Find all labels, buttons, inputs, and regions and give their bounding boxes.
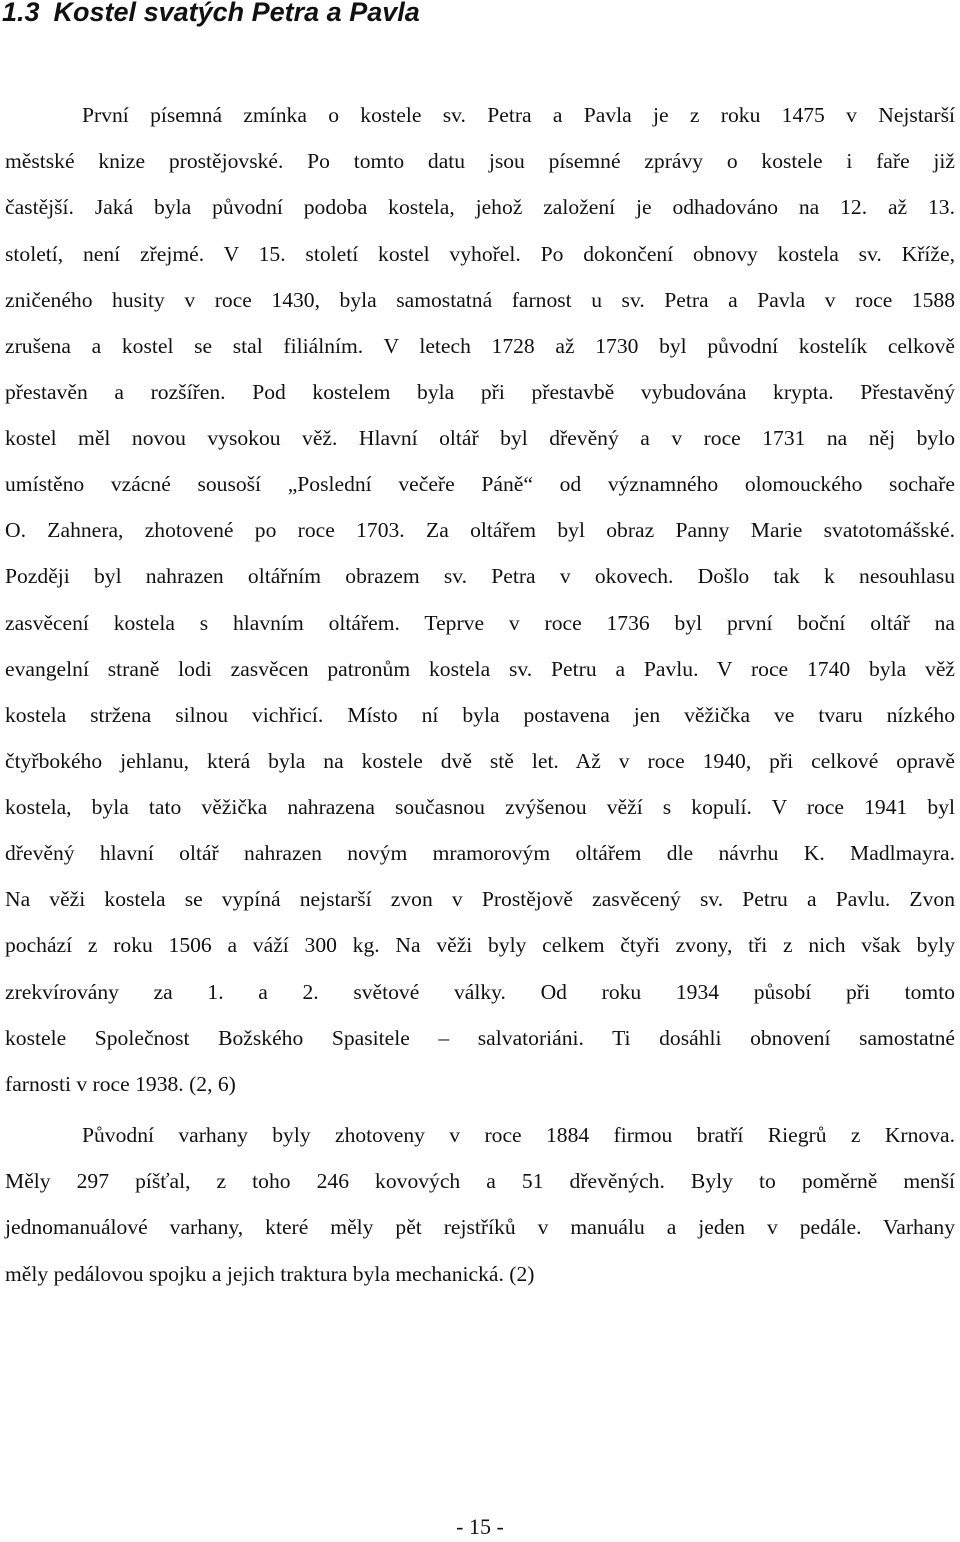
section-number: 1.3 (2, 0, 40, 27)
text-line: čtyřbokého jehlanu, která byla na kostele dvě stě let. Až v roce 1940, při celkové opravě (5, 749, 955, 773)
text-line: Na věži kostela se vypíná nejstarší zvon v Prostějově zasvěcený sv. Petru a Pavlu. Zvon (5, 887, 955, 911)
text-line: měly pedálovou spojku a jejich traktura byla mechanická. (2) (5, 1262, 535, 1286)
text-line: kostele Společnost Božského Spasitele – salvatoriáni. Ti dosáhli obnovení samostatné (5, 1026, 955, 1050)
section-title: Kostel svatých Petra a Pavla (53, 0, 420, 27)
section-heading (2, 0, 420, 32)
text-line: přestavěn a rozšířen. Pod kostelem byla při přestavbě vybudována krypta. Přestavěný (5, 380, 955, 404)
text-line: zrekvírovány za 1. a 2. světové války. Od roku 1934 působí při tomto (5, 980, 955, 1004)
text-line: První písemná zmínka o kostele sv. Petra a Pavla je z roku 1475 v Nejstarší (82, 103, 955, 127)
text-line: Původní varhany byly zhotoveny v roce 1884 firmou bratří Riegrů z Krnova. (82, 1123, 955, 1147)
text-line: dřevěný hlavní oltář nahrazen novým mramorovým oltářem dle návrhu K. Madlmayra. (5, 841, 955, 865)
text-line: O. Zahnera, zhotovené po roce 1703. Za oltářem byl obraz Panny Marie svatotomášské. (5, 518, 955, 542)
text-line: kostel měl novou vysokou věž. Hlavní oltář byl dřevěný a v roce 1731 na něj bylo (5, 426, 955, 450)
page-number: - 15 - (456, 1514, 504, 1539)
text-line: kostela, byla tato věžička nahrazena současnou zvýšenou věží s kopulí. V roce 1941 byl (5, 795, 955, 819)
text-line: umístěno vzácné sousoší „Poslední večeře Páně“ od významného olomouckého sochaře (5, 472, 955, 496)
text-line: jednomanuálové varhany, které měly pět rejstříků v manuálu a jeden v pedále. Varhany (5, 1215, 955, 1239)
text-line: evangelní straně lodi zasvěcen patronům kostela sv. Petru a Pavlu. V roce 1740 byla věž (5, 657, 955, 681)
text-line: častější. Jaká byla původní podoba kostela, jehož založení je odhadováno na 12. až 13. (5, 195, 955, 219)
text-line: zasvěcení kostela s hlavním oltářem. Teprve v roce 1736 byl první boční oltář na (5, 611, 955, 635)
text-line: farnosti v roce 1938. (2, 6) (5, 1072, 236, 1096)
text-line: Později byl nahrazen oltářním obrazem sv. Petra v okovech. Došlo tak k nesouhlasu (5, 564, 955, 588)
text-line: městské knize prostějovské. Po tomto datu jsou písemné zprávy o kostele i faře již (5, 149, 955, 173)
text-line: století, není zřejmé. V 15. století kostel vyhořel. Po dokončení obnovy kostela sv. Kříže, (5, 242, 955, 266)
text-line: kostela stržena silnou vichřicí. Místo ní byla postavena jen věžička ve tvaru nízkého (5, 703, 955, 727)
text-line: zničeného husity v roce 1430, byla samostatná farnost u sv. Petra a Pavla v roce 1588 (5, 288, 955, 312)
text-line: zrušena a kostel se stal filiálním. V letech 1728 až 1730 byl původní kostelík celkově (5, 334, 955, 358)
text-line: Měly 297 píšťal, z toho 246 kovových a 51 dřevěných. Byly to poměrně menší (5, 1169, 955, 1193)
text-line: pochází z roku 1506 a váží 300 kg. Na věži byly celkem čtyři zvony, tři z nich však byly (5, 933, 955, 957)
